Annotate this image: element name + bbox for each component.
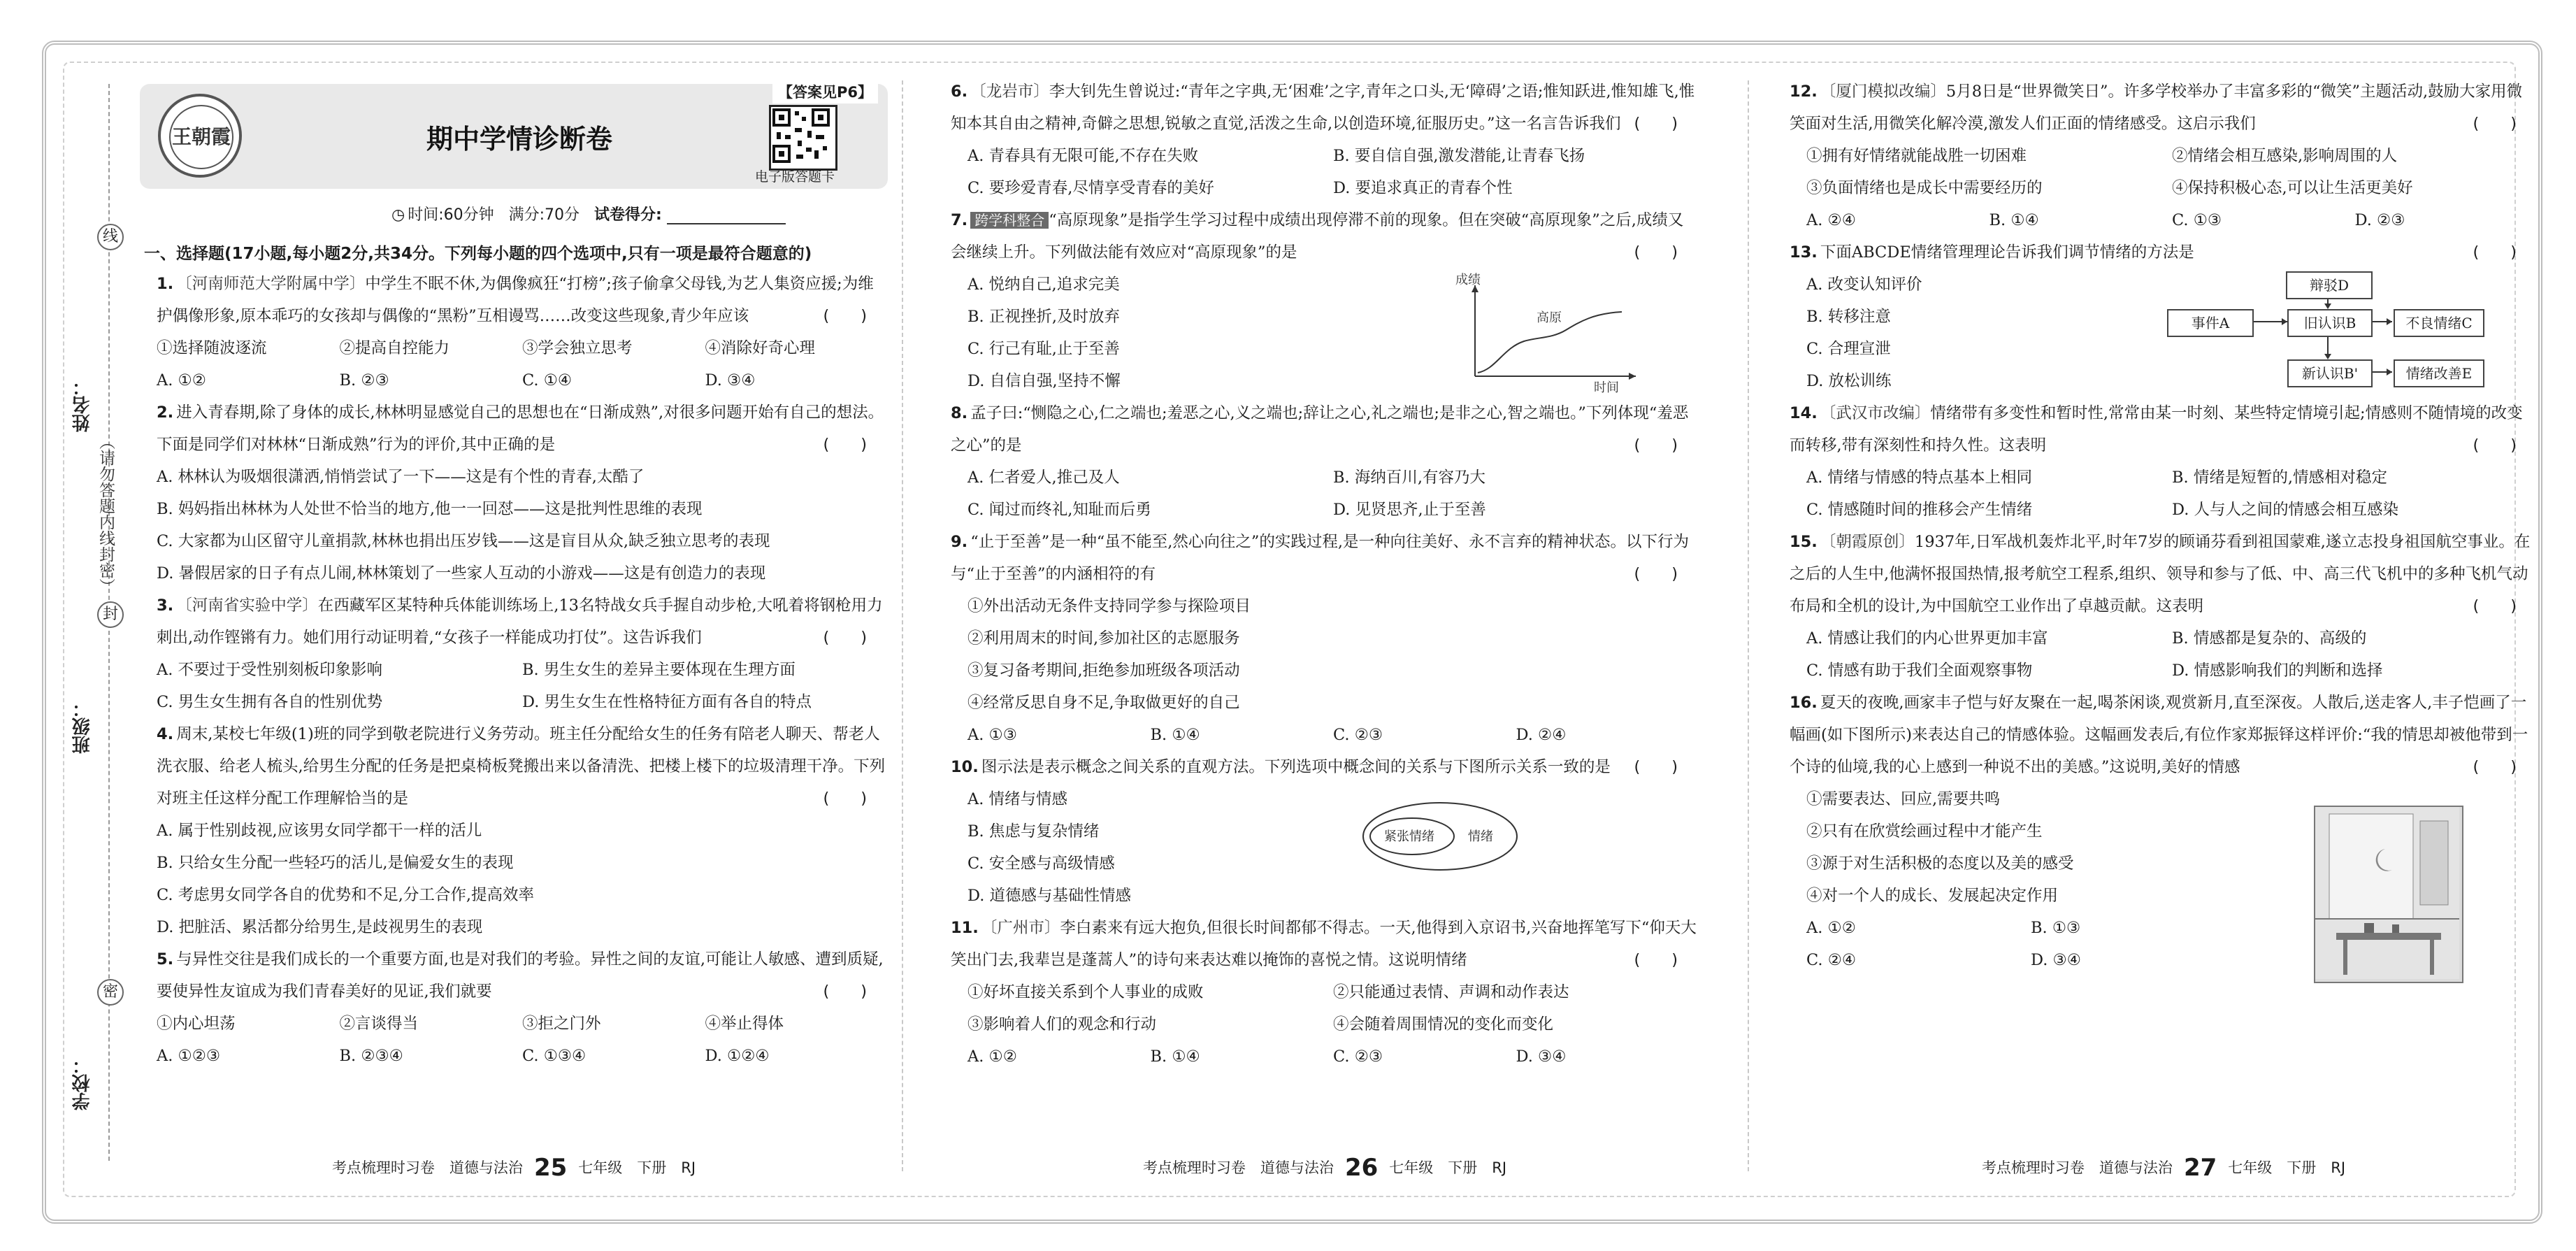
exam-header [140,84,888,189]
choice[interactable]: A. 情绪与情感 [967,790,1068,808]
choice[interactable]: A. 情感让我们的内心世界更加丰富 [1806,629,2048,648]
plateau-graph [1454,271,1650,397]
publisher-logo [158,94,242,178]
choice[interactable]: A. ①② [967,1048,1017,1066]
section-heading: 一、选择题(17小题,每小题2分,共34分。下列每小题的四个选项中,只有一项是最符合题意的) [144,245,812,263]
answer-paren[interactable]: ( ) [1634,951,1678,969]
choice[interactable]: B. 情感都是复杂的、高级的 [2172,629,2367,648]
question-number: 13. [1790,243,1818,262]
question-number: 11. [951,919,979,937]
choice[interactable]: C. 男生女生拥有各自的性别优势 [157,693,383,711]
answer-paren[interactable]: ( ) [1634,243,1678,262]
question-number: 8. [951,404,968,422]
choice[interactable]: D. ②④ [1516,726,1567,744]
full-score: 满分:70分 [508,206,580,224]
choice[interactable]: B. ②③④ [339,1047,403,1065]
page-footer [951,1154,1699,1182]
question-stem: 在西藏军区某特种兵体能训练场上,13名特战女兵手握自动步枪,大吼着将钢枪用力刺出,动作铿锵有力。她们用行动证明着,“女孩子一样能成功打仗”。这告诉我们 [157,596,883,647]
answer-paren[interactable]: ( ) [823,982,867,1001]
statement: ①外出活动无条件支持同学参与探险项目 [967,597,1251,615]
question-number: 6. [951,83,968,101]
choice[interactable]: B. ①④ [1150,726,1200,744]
question-source: 〔河南省实验中学〕 [176,596,318,615]
choice[interactable]: A. ①② [157,371,206,389]
choice[interactable]: B. ①④ [1150,1048,1200,1066]
flow-node-d: 辩驳D [2286,271,2373,299]
score-field[interactable] [667,209,786,224]
question-source: 〔厦门模拟改编〕 [1820,83,1946,101]
question-number: 3. [157,596,174,615]
flow-node-e: 情绪改善E [2394,359,2484,387]
answer-reference: 【答案见P6】 [772,80,878,103]
binding-strip [66,70,129,1161]
flow-node-c: 不良情绪C [2394,309,2484,337]
question-source: 〔河南师范大学附属中学〕 [176,275,366,293]
question-number: 14. [1790,404,1818,422]
choice[interactable]: D. ③④ [1516,1048,1567,1066]
choice[interactable]: A. ①②③ [157,1047,221,1065]
statement: ③负面情绪也是成长中需要经历的 [1806,179,2043,197]
venn-outer: 情绪 [1468,829,1493,844]
choice[interactable]: C. 要珍爱青春,尽情享受青春的美好 [967,179,1214,197]
statement: ②利用周末的时间,参加社区的志愿服务 [967,629,1240,648]
question-7 [951,204,1699,397]
statement: ②情绪会相互感染,影响周围的人 [2172,147,2398,165]
answer-paren[interactable]: ( ) [1634,565,1678,583]
choice[interactable]: B. 焦虑与复杂情绪 [967,822,1100,841]
choice[interactable]: C. 大家都为山区留守儿童捐款,林林也捐出压岁钱——这是盲目从众,缺乏独立思考的表现 [157,532,770,550]
question-5 [140,943,888,1072]
page-footer [140,1154,888,1182]
choice[interactable]: D. ①②④ [705,1047,770,1065]
graph-ylabel: 成绩 [1455,273,1481,287]
question-6 [951,76,1699,204]
choice[interactable]: A. 仁者爱人,推己及人 [967,469,1120,487]
question-number: 9. [951,533,968,551]
statement: ②提高自控能力 [339,339,450,357]
statement: ①选择随波逐流 [157,339,267,357]
statement: ①内心坦荡 [157,1015,236,1033]
question-12 [1790,76,2538,236]
page-number: 26 [1344,1154,1379,1182]
seal-char-1: 线 [97,224,124,250]
choice[interactable]: C. ①③④ [522,1047,587,1065]
qr-label: 电子版答题卡 [755,169,835,185]
choice[interactable]: A. ①② [1806,919,1856,937]
seal-char-3: 密 [97,979,124,1006]
statement: ④保持积极心态,可以让生活更美好 [2172,179,2413,197]
statement: ④消除好奇心理 [705,339,816,357]
statement: ②只有在欣赏绘画过程中才能产生 [1806,822,2043,841]
choice[interactable]: B. 正视挫折,及时放弃 [967,308,1120,326]
graph-xlabel: 时间 [1594,380,1619,395]
page-number: 25 [533,1154,568,1182]
answer-paren[interactable]: ( ) [2473,436,2517,455]
choice[interactable]: D. 见贤思齐,止于至善 [1333,501,1486,519]
answer-paren[interactable]: ( ) [1634,436,1678,455]
question-8 [951,397,1699,526]
choice[interactable]: A. 悦纳自己,追求完美 [967,276,1120,294]
page-number: 27 [2183,1154,2217,1182]
question-source: 〔武汉市改编〕 [1820,404,1931,422]
choice[interactable]: C. ②③ [1333,726,1383,744]
logo-text: 王朝霞 [169,105,233,169]
clock-icon: ◷ [391,206,405,224]
choice[interactable]: C. 合理宣泄 [1806,340,1891,358]
question-3 [140,589,888,718]
cross-discipline-tag: 跨学科整合 [970,212,1049,229]
question-stem: 下面ABCDE情绪管理理论告诉我们调节情绪的方法是 [1820,243,2194,262]
venn-inner: 紧张情绪 [1384,829,1434,844]
feng-zikai-painting [2314,806,2463,983]
name-label: 姓名： [72,378,93,432]
question-stem: “止于至善”是一种“虽不能至,然心向往之”的实践过程,是一种向往美好、永不言弃的精神状态。以下行为与“止于至善”的内涵相符的有 [951,533,1690,583]
footer-right: 七年级 下册 RJ [578,1159,696,1176]
exam-meta [140,203,888,231]
question-number: 7. [951,211,968,229]
question-stem: 孟子曰:“恻隐之心,仁之端也;羞恶之心,义之端也;辞让之心,礼之端也;是非之心,智之端也。”下列体现“羞恶之心”的是 [951,404,1689,455]
question-stem: 与异性交往是我们成长的一个重要方面,也是对我们的考验。异性之间的友谊,可能让人敏感、遭到质疑,要使异性友谊成为我们青春美好的见证,我们就要 [157,950,884,1001]
score-label: 试卷得分: [594,206,662,224]
choice[interactable]: D. 自信自强,坚持不懈 [967,372,1121,390]
question-stem: 情绪带有多变性和暂时性,常常由某一时刻、某些特定情境引起;情感则不随情境的改变而转移,带有深刻性和持久性。这表明 [1790,404,2523,455]
question-number: 1. [157,275,174,293]
page-25 [140,70,888,1182]
statement: ④举止得体 [705,1015,784,1033]
question-15 [1790,526,2538,687]
choice[interactable]: A. 属于性别歧视,应该男女同学都干一样的活儿 [157,822,482,840]
choice[interactable]: A. 林林认为吸烟很潇洒,悄悄尝试了一下——这是有个性的青春,太酷了 [157,468,645,486]
question-stem: 周末,某校七年级(1)班的同学到敬老院进行义务劳动。班主任分配给女生的任务有陪老人聊天、帮老人洗衣服、给老人梳头,给男生分配的任务是把桌椅板凳搬出来以备清洗、把楼上楼下的垃圾清理干净。下列对班主任这样分配工作理解恰当的是 [157,725,886,808]
choice[interactable]: B. 海纳百川,有容乃大 [1333,469,1485,487]
choice[interactable]: C. ①③ [2172,211,2222,229]
question-stem: 5月8日是“世界微笑日”。许多学校举办了丰富多彩的“微笑”主题活动,鼓励大家用微笑面对生活,用微笑化解冷漠,激发人们正面的情绪感受。这启示我们 [1790,83,2523,133]
question-stem: 夏天的夜晚,画家丰子恺与好友聚在一起,喝茶闲谈,观赏新月,直至深夜。人散后,送走客人,丰子恺画了一幅画(如下图所示)来表达自己的情感体验。这幅画发表后,有位作家郑振铎这样评价:“我的情思却被他带到一个诗的仙境,我的心上感到一种说不出的美感。”这说明,美好的情感 [1790,694,2528,776]
footer-right: 七年级 下册 RJ [2228,1159,2346,1176]
question-16 [1790,687,2538,976]
answer-paren[interactable]: ( ) [1634,115,1678,133]
flow-node-a: 事件A [2167,309,2254,337]
choice[interactable]: D. 道德感与基础性情感 [967,887,1132,905]
question-number: 12. [1790,83,1818,101]
question-number: 16. [1790,694,1818,712]
exam-time: 时间:60分钟 [408,206,494,224]
choice[interactable]: C. 行己有耻,止于至善 [967,340,1120,358]
question-number: 2. [157,403,174,422]
choice[interactable]: C. ①④ [522,371,573,389]
answer-paren[interactable]: ( ) [823,436,867,454]
choice[interactable]: D. 男生女生在性格特征方面有各自的特点 [522,693,812,711]
question-source: 〔朝霞原创〕 [1820,533,1915,551]
question-stem: 李白素来有远大抱负,但很长时间都郁不得志。一天,他得到入京诏书,兴奋地挥笔写下“仰天大笑出门去,我辈岂是蓬蒿人”的诗句来表达难以掩饰的喜悦之情。这说明情绪 [951,919,1697,969]
answer-paren[interactable]: ( ) [2473,115,2517,133]
statement: ③学会独立思考 [522,339,633,357]
page-27 [1790,70,2538,1182]
flow-node-b: 旧认识B [2287,309,2373,337]
question-stem: 图示法是表示概念之间关系的直观方法。下列选项中概念间的关系与下图所示关系一致的是 [981,758,1611,776]
abcde-flowchart [2167,271,2517,397]
choice[interactable]: D. 放松训练 [1806,372,1892,390]
choice[interactable]: B. 妈妈指出林林为人处世不恰当的地方,他一一回怼——这是批判性思维的表现 [157,500,703,518]
question-4 [140,718,888,943]
answer-paren[interactable]: ( ) [823,307,867,325]
column-divider-1 [902,80,903,1171]
question-stem: 中学生不眠不休,为偶像疯狂“打榜”;孩子偷拿父母钱,为艺人集资应援;为维护偶像形象,原本乖巧的女孩却与偶像的“黑粉”互相谩骂……改变这些现象,青少年应该 [157,275,874,325]
answer-paren[interactable]: ( ) [1634,758,1678,776]
footer-left: 考点梳理时习卷 道德与法治 [1981,1159,2173,1176]
graph-annotation: 高原 [1537,310,1562,325]
statement: ①好坏直接关系到个人事业的成败 [967,983,1204,1001]
statement: ①需要表达、回应,需要共鸣 [1806,790,2001,808]
answer-paren[interactable]: ( ) [2473,243,2517,262]
column-divider-2 [1748,80,1749,1171]
question-number: 5. [157,950,174,968]
choice[interactable]: A. 情绪与情感的特点基本上相同 [1806,469,2033,487]
choice[interactable]: C. 情感随时间的推移会产生情绪 [1806,501,2033,519]
class-label: 班级： [72,699,93,754]
footer-right: 七年级 下册 RJ [1389,1159,1507,1176]
statement: ③源于对生活积极的态度以及美的感受 [1806,855,2074,873]
choice[interactable]: B. 只给女生分配一些轻巧的活儿,是偏爱女生的表现 [157,854,514,872]
statement: ④会随着周围情况的变化而变化 [1333,1015,1554,1034]
choice[interactable]: D. ②③ [2354,211,2405,229]
answer-paren[interactable]: ( ) [823,629,867,647]
answer-paren[interactable]: ( ) [2473,597,2517,615]
statement: ②言谈得当 [339,1015,419,1033]
choice[interactable]: C. 情感有助于我们全面观察事物 [1806,662,2033,680]
statement: ④经常反思自身不足,争取做更好的自己 [967,694,1240,712]
choice[interactable]: A. ②④ [1806,211,1856,229]
school-label: 学校： [72,1056,93,1110]
choice[interactable]: D. 要追求真正的青春个性 [1333,179,1513,197]
statement: ③影响着人们的观念和行动 [967,1015,1157,1034]
choice[interactable]: B. 男生女生的差异主要体现在生理方面 [522,661,796,679]
choice[interactable]: B. 情绪是短暂的,情感相对稳定 [2172,469,2387,487]
venn-diagram [1356,794,1524,878]
question-11 [951,912,1699,1073]
question-stem: “高原现象”是指学生学习过程中成绩出现停滞不前的现象。但在突破“高原现象”之后,成绩又会继续上升。下列做法能有效应对“高原现象”的是 [951,211,1684,262]
choice[interactable]: B. 转移注意 [1806,308,1891,326]
choice[interactable]: A. 青春具有无限可能,不存在失败 [967,147,1199,165]
page-footer [1790,1154,2538,1182]
choice[interactable]: D. ③④ [2031,951,2081,969]
choice[interactable]: A. 不要过于受性别刻板印象影响 [157,661,383,679]
question-10 [951,751,1699,912]
choice[interactable]: A. ①③ [967,726,1017,744]
statement: ③拒之门外 [522,1015,601,1033]
choice[interactable]: B. ②③ [339,371,389,389]
question-9 [951,526,1699,751]
choice[interactable]: C. 考虑男女同学各自的优势和不足,分工合作,提高效率 [157,886,535,904]
footer-left: 考点梳理时习卷 道德与法治 [1142,1159,1334,1176]
question-source: 〔广州市〕 [981,919,1060,937]
question-13 [1790,236,2538,397]
question-number: 15. [1790,533,1818,551]
statement: ②只能通过表情、声调和动作表达 [1333,983,1569,1001]
answer-paren[interactable]: ( ) [823,789,867,808]
choice[interactable]: B. ①③ [2031,919,2081,937]
question-2 [140,396,888,589]
choice[interactable]: D. ③④ [705,371,756,389]
question-14 [1790,397,2538,526]
page-26 [951,70,1699,1182]
question-number: 10. [951,758,979,776]
exam-title: 期中学情诊断卷 [426,124,613,155]
question-source: 〔龙岩市〕 [970,83,1049,101]
choice[interactable]: C. ②④ [1806,951,1857,969]
choice[interactable]: D. 情感影响我们的判断和选择 [2172,662,2383,680]
statement: ①拥有好情绪就能战胜一切困难 [1806,147,2027,165]
binding-notice: （请勿答题内线封密） [96,434,115,594]
flow-node-b2: 新认识B' [2287,359,2373,387]
question-stem: 进入青春期,除了身体的成长,林林明显感觉自己的思想也在“日渐成熟”,对很多问题开始有自己的想法。下面是同学们对林林“日渐成熟”行为的评价,其中正确的是 [157,403,884,454]
statement: ③复习备考期间,拒绝参加班级各项活动 [967,662,1240,680]
answer-paren[interactable]: ( ) [2473,758,2517,776]
choice[interactable]: C. 安全感与高级情感 [967,855,1115,873]
question-stem: 李大钊先生曾说过:“青年之字典,无‘困难’之字,青年之口头,无‘障碍’之语;惟知跃进,惟知雄飞,惟知本其自由之精神,奇僻之思想,锐敏之直觉,活泼之生命,以创造环境,征服历史。”这一名言告诉我们 [951,83,1695,133]
choice[interactable]: D. 暑假居家的日子有点儿闹,林林策划了一些家人互动的小游戏——这是有创造力的表现 [157,564,766,582]
choice[interactable]: D. 把脏活、累活都分给男生,是歧视男生的表现 [157,918,483,936]
statement: ④对一个人的成长、发展起决定作用 [1806,887,2059,905]
seal-char-2: 封 [97,601,124,628]
qr-code-icon[interactable] [769,105,837,171]
question-number: 4. [157,725,174,743]
choice[interactable]: C. ②③ [1333,1048,1383,1066]
choice[interactable]: A. 改变认知评价 [1806,276,1922,294]
question-stem: 1937年,日军战机轰炸北平,时年7岁的顾诵芬看到祖国蒙难,遂立志投身祖国航空事业。在之后的人生中,他满怀报国热情,报考航空工程系,组织、领导和参与了低、中、高三代飞机中的多种飞机气动布局和全机的设计,为中国航空工业作出了卓越贡献。这表明 [1790,533,2531,615]
choice[interactable]: B. 要自信自强,激发潜能,让青春飞扬 [1333,147,1585,165]
question-1 [140,268,888,396]
choice[interactable]: D. 人与人之间的情感会相互感染 [2172,501,2399,519]
choice[interactable]: C. 闻过而终礼,知耻而后勇 [967,501,1151,519]
choice[interactable]: B. ①④ [1989,211,2039,229]
footer-left: 考点梳理时习卷 道德与法治 [331,1159,523,1176]
